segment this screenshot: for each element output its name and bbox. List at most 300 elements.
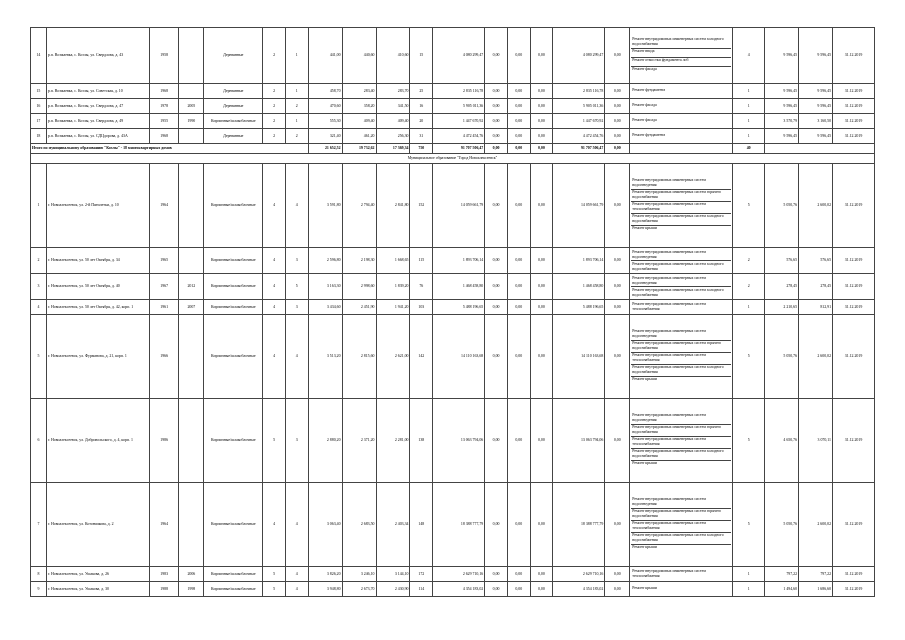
work-types [630, 483, 733, 567]
floors: 2 [263, 84, 286, 99]
group1-rows [31, 28, 875, 154]
floors: 4 [263, 483, 286, 567]
total-row [31, 144, 875, 154]
cost-total: 1 447 670,92 [433, 114, 485, 129]
municipality-title: Муниципальное образование "Город Новоалексеевск" [31, 154, 875, 164]
wall-material: Кирпичные/шлакоблочные [204, 483, 263, 567]
total-area: 3 513,20 [308, 315, 342, 399]
fund-local: 0,00 [530, 248, 553, 274]
work-types [630, 99, 733, 114]
total-area: 555,30 [308, 114, 342, 129]
fund-local: 0,00 [530, 399, 553, 483]
work-types [630, 164, 733, 248]
wall-material: Кирпичные/шлакоблочные [204, 399, 263, 483]
fund-federal: 0,00 [485, 483, 508, 567]
entrances: 4 [285, 164, 308, 248]
fund-owners: 18 388 777,79 [553, 483, 605, 567]
work-types [630, 582, 733, 597]
row-number: 14 [31, 28, 47, 84]
total-area: 2 596,80 [308, 248, 342, 274]
fund-owners: 5 488 196,65 [553, 300, 605, 315]
max-unit-cost: 797,22 [799, 567, 833, 582]
living-area: 2 683,50 [342, 483, 376, 567]
fund-local: 0,00 [530, 129, 553, 144]
max-unit-cost: 9 596,45 [799, 84, 833, 99]
floors: 2 [263, 114, 286, 129]
address: р.п. Возжаевка, с. Козлы, ул. Свердлова, д. 47 [46, 99, 149, 114]
table-row [31, 315, 875, 399]
year-built: 1968 [149, 84, 178, 99]
completion-date: 31.12.2019 [833, 28, 875, 84]
living-area-sum: 19 732,62 [342, 144, 376, 154]
fund-regional: 0,00 [507, 164, 530, 248]
floors: 4 [263, 300, 286, 315]
residents: 16 [410, 99, 433, 114]
works-count: 1 [733, 582, 765, 597]
year-built: 1964 [149, 483, 178, 567]
total-area: 2 880,20 [308, 399, 342, 483]
total-area: 470,60 [308, 99, 342, 114]
row-number: 4 [31, 300, 47, 315]
total-area: 3 063,40 [308, 483, 342, 567]
fund-regional: 0,00 [507, 99, 530, 114]
owned-area: 341,50 [376, 99, 410, 114]
year-renovated [179, 315, 204, 399]
work-item: Ремонт крыши [632, 226, 657, 230]
row-number: 15 [31, 84, 47, 99]
fund-other: 0,00 [605, 114, 630, 129]
cost-total: 4 472 454,76 [433, 129, 485, 144]
total-area: 3 826,20 [308, 567, 342, 582]
table-row [31, 114, 875, 129]
works-count: 1 [733, 567, 765, 582]
year-renovated: 2005 [179, 99, 204, 114]
housing-register-table [30, 27, 875, 597]
row-number: 2 [31, 248, 47, 274]
floors: 4 [263, 315, 286, 399]
year-built: 1965 [149, 248, 178, 274]
living-area: 2 998,60 [342, 274, 376, 300]
floors: 5 [263, 567, 286, 582]
living-area: 2 794,40 [342, 164, 376, 248]
work-item: Ремонт внутридомовых инженерных систем горячего водоснабжения [631, 425, 731, 437]
address: р.п. Возжаевка, с. Козлы, ул. Свердлова, д. 49 [46, 114, 149, 129]
residents: 20 [410, 114, 433, 129]
max-unit-cost: 278,45 [799, 274, 833, 300]
living-area: 409,40 [342, 114, 376, 129]
unit-cost: 576,65 [765, 248, 799, 274]
residents: 148 [410, 483, 433, 567]
work-types [630, 300, 733, 315]
cost-total: 4 080 299,47 [433, 28, 485, 84]
work-item: Ремонт фасада [632, 117, 657, 122]
address: г. Новоалексеевск, ул. Ушакова, д. 30 [46, 582, 149, 597]
floors: 5 [263, 399, 286, 483]
works-count: 2 [733, 248, 765, 274]
max-unit-cost: 2 600,02 [799, 483, 833, 567]
fund-local-sum: 0,00 [530, 144, 553, 154]
fund-federal: 0,00 [485, 248, 508, 274]
fund-local: 0,00 [530, 567, 553, 582]
address: р.п. Возжаевка, с. Козлы, ул. Советская, д. 10 [46, 84, 149, 99]
work-item: Ремонт внутридомовых инженерных систем холодного водоснабжения [632, 287, 724, 297]
work-types [630, 315, 733, 399]
residents: 15 [410, 28, 433, 84]
owned-area: 1 941,20 [376, 300, 410, 315]
work-item: Ремонт внутридомовых инженерных систем водоотведения [631, 178, 731, 190]
address: г. Новоалексеевск, ул. 50 лет Октября, д. 40 [46, 274, 149, 300]
fund-owners: 4 080 299,47 [553, 28, 605, 84]
living-area: 2 451,90 [342, 300, 376, 315]
work-item: Ремонт фасада [632, 102, 657, 107]
fund-other: 0,00 [605, 99, 630, 114]
owned-area: 410,60 [376, 28, 410, 84]
owned-area: 409,40 [376, 114, 410, 129]
unit-cost: 9 596,45 [765, 99, 799, 114]
work-item: Ремонт внутридомовых инженерных систем водоотведения [631, 329, 731, 341]
fund-owners: 13 063 794,06 [553, 399, 605, 483]
wall-material: Кирпичные/шлакоблочные [204, 567, 263, 582]
owned-area: 1 839,20 [376, 274, 410, 300]
unit-cost: 5 050,76 [765, 164, 799, 248]
cost-total: 14 110 163,68 [433, 315, 485, 399]
year-built: 1978 [149, 99, 178, 114]
entrances: 3 [285, 399, 308, 483]
works-count: 4 [733, 28, 765, 84]
fund-owners: 2 629 710,16 [553, 567, 605, 582]
max-unit-cost: 2 600,02 [799, 315, 833, 399]
fund-local: 0,00 [530, 582, 553, 597]
address: г. Новоалексеевск, ул. 50 лет Октября, д. 42, корп. 1 [46, 300, 149, 315]
owned-area: 256,30 [376, 129, 410, 144]
entrances: 2 [285, 129, 308, 144]
living-area: 3 246,10 [342, 567, 376, 582]
works-blank [630, 144, 733, 154]
unit-cost: 1 494,60 [765, 582, 799, 597]
fund-federal: 0,00 [485, 99, 508, 114]
floors: 4 [263, 164, 286, 248]
living-area: 2 198,30 [342, 248, 376, 274]
cost-total: 5 905 011,36 [433, 99, 485, 114]
owned-area: 2 281,00 [376, 399, 410, 483]
works-count: 5 [733, 399, 765, 483]
entrances: 3 [285, 248, 308, 274]
table-row [31, 300, 875, 315]
work-item: Ремонт внутридомовых инженерных систем теплоснабжения [631, 202, 731, 214]
fund-regional: 0,00 [507, 582, 530, 597]
fund-owners: 14 110 163,68 [553, 315, 605, 399]
group2-rows [31, 154, 875, 597]
unit-cost: 5 050,76 [765, 483, 799, 567]
fund-regional: 0,00 [507, 483, 530, 567]
fund-federal: 0,00 [485, 28, 508, 84]
work-item: Ремонт ввода [631, 49, 731, 58]
table-row [31, 28, 875, 84]
completion-date: 31.12.2019 [833, 99, 875, 114]
residents: 172 [410, 567, 433, 582]
fund-owners: 1 447 670,92 [553, 114, 605, 129]
fund-other: 0,00 [605, 582, 630, 597]
entrances: 4 [285, 582, 308, 597]
owned-area: 3 144,10 [376, 567, 410, 582]
fund-regional: 0,00 [507, 248, 530, 274]
municipality-header [31, 154, 875, 164]
fund-owners: 4 354 183,02 [553, 582, 605, 597]
fund-owners: 5 905 011,36 [553, 99, 605, 114]
address: р.п. Возжаевка, с. Козлы, ул. Свердлова, д. 43 [46, 28, 149, 84]
fund-federal: 0,00 [485, 274, 508, 300]
fund-other: 0,00 [605, 28, 630, 84]
work-item: Ремонт внутридомовых инженерных систем водоотведения [631, 249, 731, 261]
wall-material: Деревянные [204, 84, 263, 99]
cost-total: 2 629 710,16 [433, 567, 485, 582]
fund-regional: 0,00 [507, 114, 530, 129]
fund-owners: 1 468 458,80 [553, 274, 605, 300]
total-area: 3 163,30 [308, 274, 342, 300]
fund-other: 0,00 [605, 300, 630, 315]
year-built: 1988 [149, 582, 178, 597]
total-label: Итого по муниципальному образованию "Козлы" - 18 многоквартирных домов [31, 144, 309, 154]
cost-total-sum: 91 707 506,47 [433, 144, 485, 154]
residents: 103 [410, 300, 433, 315]
floors: 2 [263, 129, 286, 144]
year-renovated [179, 129, 204, 144]
wall-material: Деревянные [204, 28, 263, 84]
unit-cost: 5 050,76 [765, 315, 799, 399]
year-renovated [179, 483, 204, 567]
table-row [31, 274, 875, 300]
year-renovated [179, 164, 204, 248]
work-types [630, 84, 733, 99]
fund-local: 0,00 [530, 84, 553, 99]
total-area: 441,00 [308, 28, 342, 84]
total-area: 3 591,80 [308, 164, 342, 248]
year-renovated [179, 248, 204, 274]
unit-cost: 3 570,79 [765, 114, 799, 129]
residents: 114 [410, 582, 433, 597]
fund-regional: 0,00 [507, 300, 530, 315]
fund-regional: 0,00 [507, 28, 530, 84]
fund-local: 0,00 [530, 28, 553, 84]
fund-regional: 0,00 [507, 274, 530, 300]
fund-federal: 0,00 [485, 315, 508, 399]
address: г. Новоалексеевск, ул. Фурманова, д. 21, корп. 1 [46, 315, 149, 399]
row-number: 6 [31, 399, 47, 483]
fund-owners: 1 893 706,14 [553, 248, 605, 274]
living-area: 2 673,70 [342, 582, 376, 597]
year-renovated [179, 399, 204, 483]
floors: 2 [263, 28, 286, 84]
living-area: 461,20 [342, 129, 376, 144]
work-item: Ремонт внутридомовых инженерных систем холодного водоснабжения [631, 214, 731, 226]
work-types [630, 114, 733, 129]
table-row [31, 129, 875, 144]
living-area: 2 371,20 [342, 399, 376, 483]
work-item: Ремонт внутридомовых инженерных систем теплоснабжения [631, 353, 731, 365]
entrances: 1 [285, 114, 308, 129]
living-area: 440,60 [342, 28, 376, 84]
fund-federal: 0,00 [485, 129, 508, 144]
completion-date: 31.12.2019 [833, 129, 875, 144]
entrances: 3 [285, 300, 308, 315]
residents: 138 [410, 399, 433, 483]
fund-regional: 0,00 [507, 567, 530, 582]
wall-material: Кирпичные/шлакоблочные [204, 300, 263, 315]
completion-date: 31.12.2019 [833, 274, 875, 300]
year-built: 1983 [149, 567, 178, 582]
floors: 4 [263, 248, 286, 274]
fund-other-sum: 0,00 [605, 144, 630, 154]
fund-local: 0,00 [530, 483, 553, 567]
fund-local: 0,00 [530, 315, 553, 399]
address: р.п. Возжаевка, с. Козлы, ул. СДЦдорова, д. 43А [46, 129, 149, 144]
year-renovated: 2012 [179, 274, 204, 300]
work-item: Ремонт внутридомовых инженерных систем теплоснабжения [631, 437, 731, 449]
completion-date: 31.12.2019 [833, 300, 875, 315]
completion-date: 31.12.2019 [833, 84, 875, 99]
work-item: Ремонт внутридомовых инженерных систем горячего водоснабжения [631, 341, 731, 353]
fund-federal: 0,00 [485, 567, 508, 582]
residents: 76 [410, 274, 433, 300]
unit-cost: 9 596,45 [765, 129, 799, 144]
works-count: 5 [733, 483, 765, 567]
owned-area: 2 430,90 [376, 582, 410, 597]
table-row [31, 84, 875, 99]
work-item: Ремонт внутридомовых инженерных систем водоотведения [631, 275, 731, 287]
year-renovated: 1998 [179, 582, 204, 597]
work-item: Ремонт внутридомовых инженерных систем теплоснабжения [631, 521, 731, 533]
table-row [31, 99, 875, 114]
work-item: Ремонт внутридомовых инженерных систем горячего водоснабжения [631, 190, 731, 202]
table-row [31, 164, 875, 248]
table-row [31, 483, 875, 567]
cost-total: 1 468 458,80 [433, 274, 485, 300]
fund-federal: 0,00 [485, 399, 508, 483]
fund-other: 0,00 [605, 399, 630, 483]
entrances: 4 [285, 315, 308, 399]
year-built: 1966 [149, 315, 178, 399]
fund-regional: 0,00 [507, 129, 530, 144]
address: г. Новоалексеевск, ул. Ушакова, д. 26 [46, 567, 149, 582]
wall-material: Кирпичные/шлакоблочные [204, 274, 263, 300]
row-number: 3 [31, 274, 47, 300]
max-unit-cost: 812,91 [799, 300, 833, 315]
work-item: Ремонт внутридомовых инженерных систем теплоснабжения [632, 302, 706, 311]
residents: 142 [410, 315, 433, 399]
living-area: 358,20 [342, 99, 376, 114]
wall-material: Кирпичные/шлакоблочные [204, 114, 263, 129]
year-built: 1986 [149, 399, 178, 483]
owned-area: 2 841,80 [376, 164, 410, 248]
owned-area-sum: 17 369,34 [376, 144, 410, 154]
unit-cost: 797,22 [765, 567, 799, 582]
max-unit-cost: 1 686,60 [799, 582, 833, 597]
wall-material: Деревянные [204, 99, 263, 114]
work-item: Ремонт фасада [632, 67, 657, 71]
row-number: 18 [31, 129, 47, 144]
entrances: 4 [285, 483, 308, 567]
works-count: 5 [733, 164, 765, 248]
fund-federal: 0,00 [485, 300, 508, 315]
total-area: 458,70 [308, 84, 342, 99]
floors: 4 [263, 274, 286, 300]
work-item: Ремонт внутридомовых инженерных систем горячего водоснабжения [631, 509, 731, 521]
works-count: 5 [733, 315, 765, 399]
fund-local: 0,00 [530, 164, 553, 248]
work-item: Ремонт крыши [632, 545, 657, 549]
living-area: 2 815,60 [342, 315, 376, 399]
completion-date: 31.12.2019 [833, 483, 875, 567]
cost-total: 1 893 706,14 [433, 248, 485, 274]
entrances: 5 [285, 274, 308, 300]
fund-other: 0,00 [605, 567, 630, 582]
year-renovated [179, 84, 204, 99]
work-types [630, 248, 733, 274]
wall-material: Кирпичные/шлакоблочные [204, 315, 263, 399]
unit-cost: 278,45 [765, 274, 799, 300]
total-area: 321,40 [308, 129, 342, 144]
max-unit-cost: 9 596,45 [799, 99, 833, 114]
work-types [630, 399, 733, 483]
year-built: 1958 [149, 28, 178, 84]
address: г. Новоалексеевск, ул. Добровольского, д. 4, корп. 1 [46, 399, 149, 483]
completion-date: 31.12.2019 [833, 315, 875, 399]
total-area-sum: 21 652,52 [308, 144, 342, 154]
residents: 25 [410, 84, 433, 99]
fund-owners: 4 472 454,76 [553, 129, 605, 144]
owned-area: 2 621,00 [376, 315, 410, 399]
fund-regional-sum: 0,00 [507, 144, 530, 154]
year-built: 1955 [149, 114, 178, 129]
fund-federal-sum: 0,00 [485, 144, 508, 154]
table-row [31, 567, 875, 582]
cost-total: 2 835 116,78 [433, 84, 485, 99]
work-item: Ремонт внутридомовых инженерных систем теплоснабжения [632, 569, 706, 578]
row-number: 7 [31, 483, 47, 567]
max-unit-cost: 3 160,50 [799, 114, 833, 129]
fund-federal: 0,00 [485, 84, 508, 99]
fund-local: 0,00 [530, 114, 553, 129]
table-row [31, 248, 875, 274]
fund-owners-sum: 91 707 506,47 [553, 144, 605, 154]
address: г. Новоалексеевск, ул. 2-й Пятилетки, д. 10 [46, 164, 149, 248]
work-types [630, 129, 733, 144]
year-renovated [179, 28, 204, 84]
address: г. Новоалексеевск, ул. Котовчикова, д. 2 [46, 483, 149, 567]
table-row [31, 582, 875, 597]
completion-date: 31.12.2019 [833, 248, 875, 274]
fund-regional: 0,00 [507, 399, 530, 483]
work-item: Ремонт внутридомовых инженерных систем холодного водоснабжения [631, 365, 731, 377]
work-item: Ремонт крыши [632, 377, 657, 381]
max-unit-cost: 9 596,45 [799, 129, 833, 144]
max-unit-cost: 3 070,11 [799, 399, 833, 483]
works-count-sum: 40 [733, 144, 765, 154]
work-item: Ремонт внутридомовых инженерных систем водоотведения [631, 413, 731, 425]
fund-federal: 0,00 [485, 114, 508, 129]
wall-material: Кирпичные/шлакоблочные [204, 582, 263, 597]
cost-total: 14 059 661,79 [433, 164, 485, 248]
fund-other: 0,00 [605, 483, 630, 567]
unit-cost: 9 596,45 [765, 28, 799, 84]
row-number: 8 [31, 567, 47, 582]
row-number: 16 [31, 99, 47, 114]
wall-material: Деревянные [204, 129, 263, 144]
completion-date: 31.12.2019 [833, 164, 875, 248]
entrances: 4 [285, 567, 308, 582]
work-item: Ремонт внутридомовых инженерных систем холодного водоснабжения [631, 37, 731, 49]
fund-other: 0,00 [605, 164, 630, 248]
